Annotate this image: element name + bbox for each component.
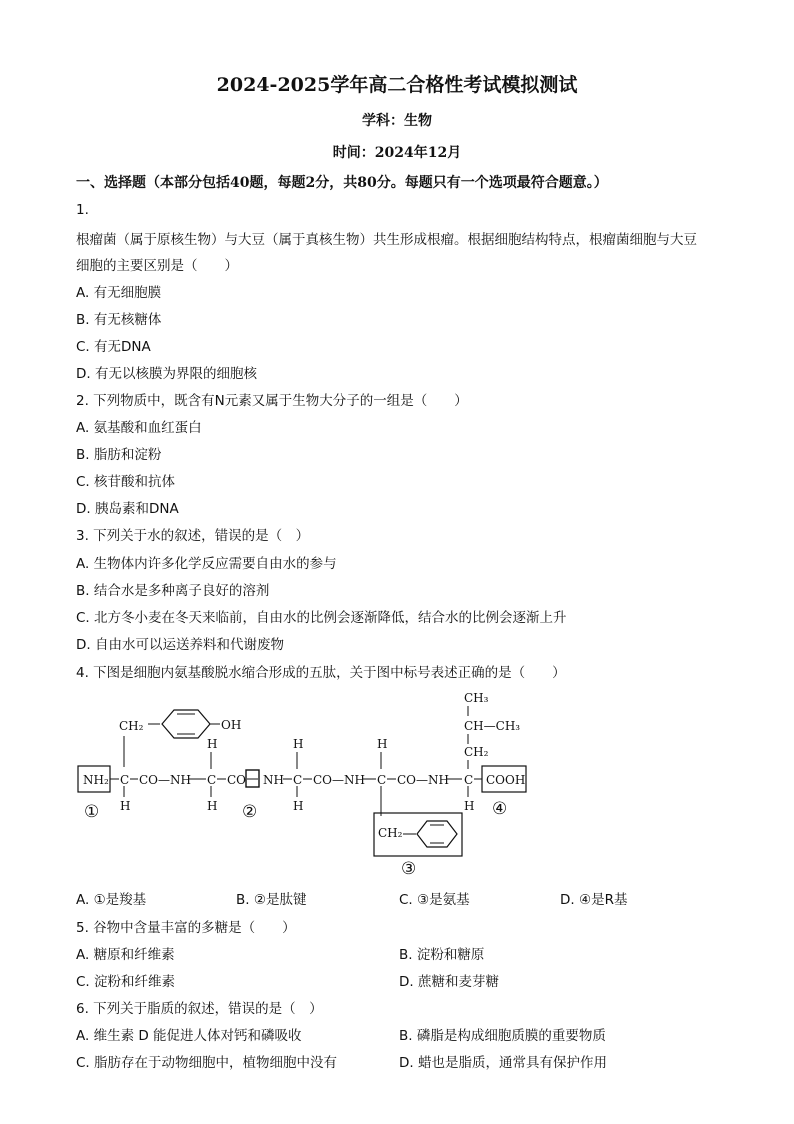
q5-option-a: A. 糖原和纤维素 bbox=[76, 947, 175, 963]
h-c1: H bbox=[120, 799, 131, 813]
q4-option-a: A. ①是羧基 bbox=[76, 892, 147, 908]
co-nh-1: CO—NH bbox=[139, 773, 191, 787]
q2-option-b: B. 脂肪和淀粉 bbox=[76, 447, 162, 463]
q1-option-a: A. 有无细胞膜 bbox=[76, 285, 162, 301]
h-c4-top: H bbox=[377, 737, 388, 751]
q2-option-a: A. 氨基酸和血红蛋白 bbox=[76, 420, 202, 436]
q1-option-b: B. 有无核糖体 bbox=[76, 312, 162, 328]
exam-subject: 学科：生物 bbox=[362, 113, 432, 129]
co-nh-3: CO—NH bbox=[313, 773, 365, 787]
c4: C bbox=[377, 773, 387, 787]
q1-option-d: D. 有无以核膜为界限的细胞核 bbox=[76, 366, 257, 382]
co-nh-4: CO—NH bbox=[397, 773, 449, 787]
ch3-top: CH₃ bbox=[464, 691, 489, 705]
q3-option-c: C. 北方冬小麦在冬天来临前，自由水的比例会逐渐降低，结合水的比例会逐渐上升 bbox=[76, 610, 567, 626]
q3-option-b: B. 结合水是多种离子良好的溶剂 bbox=[76, 583, 270, 599]
oh-label: OH bbox=[221, 718, 242, 732]
q1-option-c: C. 有无DNA bbox=[76, 339, 151, 355]
q4-option-c: C. ③是氨基 bbox=[399, 892, 470, 908]
ch2-val: CH₂ bbox=[464, 745, 489, 759]
q5-option-d: D. 蔗糖和麦芽糖 bbox=[399, 974, 499, 990]
exam-time: 时间：2024年12月 bbox=[332, 145, 462, 161]
q3-option-d: D. 自由水可以运送养料和代谢废物 bbox=[76, 637, 284, 653]
h-c3: H bbox=[293, 799, 304, 813]
svg-text:CO: CO bbox=[227, 773, 247, 787]
pentapeptide-diagram bbox=[76, 684, 546, 879]
q5-option-b: B. 淀粉和糖原 bbox=[399, 947, 485, 963]
ch2-phe: CH₂ bbox=[378, 826, 403, 840]
q2-stem: 2. 下列物质中，既含有N元素又属于生物大分子的一组是（ ） bbox=[76, 393, 468, 409]
q3-option-a: A. 生物体内许多化学反应需要自由水的参与 bbox=[76, 556, 337, 572]
q4-stem: 4. 下图是细胞内氨基酸脱水缩合形成的五肽，关于图中标号表述正确的是（ ） bbox=[76, 665, 566, 681]
q3-stem: 3. 下列关于水的叙述，错误的是（ ） bbox=[76, 528, 310, 544]
h-c3-top: H bbox=[293, 737, 304, 751]
q1-stem-line2: 细胞的主要区别是（ ） bbox=[76, 258, 238, 274]
nh2-label: NH₂ bbox=[83, 773, 109, 787]
q6-option-a: A. 维生素 D 能促进人体对钙和磷吸收 bbox=[76, 1028, 302, 1044]
q1-stem-line1: 根瘤菌（属于原核生物）与大豆（属于真核生物）共生形成根瘤。根据细胞结构特点，根瘤菌细胞与大豆 bbox=[76, 232, 697, 248]
cooh-label: COOH bbox=[486, 773, 526, 787]
h-c5: H bbox=[464, 799, 475, 813]
q2-option-c: C. 核苷酸和抗体 bbox=[76, 474, 176, 490]
h-c2-top: H bbox=[207, 737, 218, 751]
ch2-tyr: CH₂ bbox=[119, 719, 144, 733]
q6-stem: 6. 下列关于脂质的叙述，错误的是（ ） bbox=[76, 1001, 323, 1017]
q5-option-c: C. 淀粉和纤维素 bbox=[76, 974, 176, 990]
q2-option-d: D. 胰岛素和DNA bbox=[76, 501, 179, 517]
mark-3: ③ bbox=[401, 859, 417, 879]
ch-ch3: CH—CH₃ bbox=[464, 719, 521, 733]
q5-stem: 5. 谷物中含量丰富的多糖是（ ） bbox=[76, 920, 296, 936]
svg-text:NH: NH bbox=[263, 773, 284, 787]
q4-option-d: D. ④是R基 bbox=[560, 892, 628, 908]
c1: C bbox=[120, 773, 130, 787]
mark-1: ① bbox=[84, 802, 100, 822]
q1-number: 1. bbox=[76, 202, 89, 218]
c2: C bbox=[207, 773, 217, 787]
section-heading: 一、选择题（本部分包括40题，每题2分，共80分。每题只有一个选项最符合题意。） bbox=[76, 175, 608, 191]
q6-option-c: C. 脂肪存在于动物细胞中，植物细胞中没有 bbox=[76, 1055, 338, 1071]
q6-option-b: B. 磷脂是构成细胞质膜的重要物质 bbox=[399, 1028, 606, 1044]
q4-option-b: B. ②是肽键 bbox=[236, 892, 307, 908]
mark-2: ② bbox=[242, 802, 258, 822]
c5: C bbox=[464, 773, 474, 787]
mark-4: ④ bbox=[492, 799, 508, 819]
q6-option-d: D. 蜡也是脂质，通常具有保护作用 bbox=[399, 1055, 607, 1071]
exam-title: 2024-2025学年高二合格性考试模拟测试 bbox=[216, 74, 578, 96]
c3: C bbox=[293, 773, 303, 787]
h-c2: H bbox=[207, 799, 218, 813]
